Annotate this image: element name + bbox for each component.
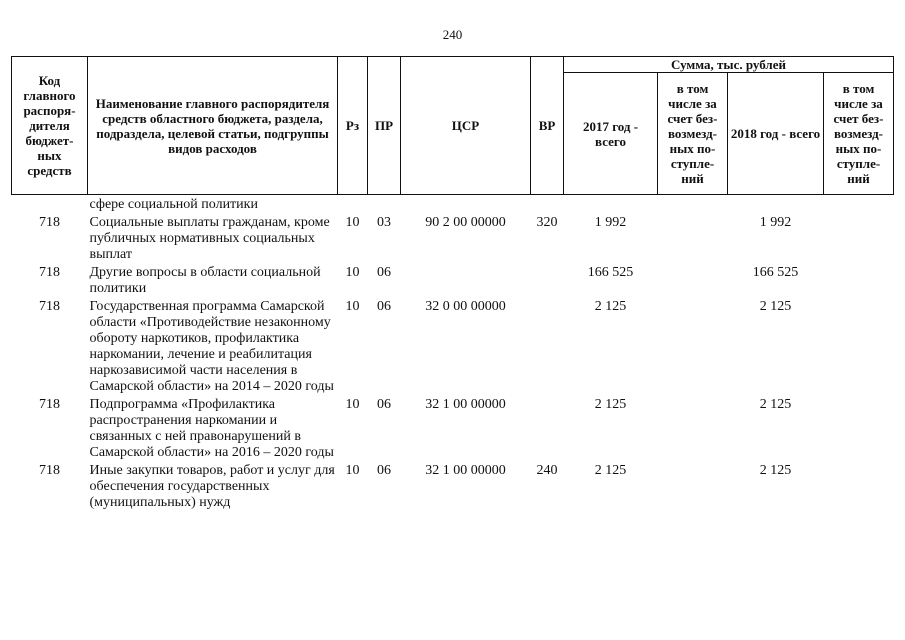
header-rz: Рз bbox=[338, 57, 368, 195]
cell-csr: 32 1 00 00000 bbox=[425, 397, 506, 412]
cell-vr bbox=[531, 395, 564, 461]
cell-sum-2018-incl bbox=[824, 213, 894, 263]
cell-sum-2017: 2 125 bbox=[594, 463, 627, 478]
cell-csr bbox=[401, 195, 531, 214]
cell-sum-2017-incl bbox=[658, 213, 728, 263]
cell-sum-2018: 1 992 bbox=[759, 215, 792, 230]
cell-sum-2018-incl bbox=[824, 461, 894, 511]
cell-vr: 240 bbox=[536, 463, 558, 478]
cell-sum-2017-incl bbox=[658, 263, 728, 297]
cell-sum-2017-incl bbox=[658, 461, 728, 511]
table-row bbox=[12, 297, 894, 395]
cell-sum-2017-incl bbox=[658, 395, 728, 461]
cell-code: 718 bbox=[39, 215, 60, 230]
table-row bbox=[12, 213, 894, 263]
cell-sum-2018: 2 125 bbox=[759, 397, 792, 412]
cell-name: Подпрограмма «Профилактика распространения наркомании и связанных с ней правонарушений в Самарской области» на 2016 – 2020 годы bbox=[89, 397, 334, 460]
cell-sum-2017-incl bbox=[658, 297, 728, 395]
cell-sum-2017: 2 125 bbox=[594, 299, 627, 314]
cell-pr: 06 bbox=[377, 397, 391, 412]
header-2018-total: 2018 год - всего bbox=[728, 73, 824, 195]
table-header bbox=[12, 57, 894, 195]
cell-sum-2017: 166 525 bbox=[587, 265, 634, 280]
cell-code: 718 bbox=[39, 265, 60, 280]
cell-rz bbox=[338, 195, 368, 214]
cell-code: 718 bbox=[39, 397, 60, 412]
table-row bbox=[12, 263, 894, 297]
cell-pr: 03 bbox=[377, 215, 391, 230]
cell-sum-2017: 1 992 bbox=[594, 215, 627, 230]
cell-vr: 320 bbox=[536, 215, 558, 230]
cell-sum-2017: 2 125 bbox=[594, 397, 627, 412]
budget-table bbox=[11, 56, 894, 511]
cell-sum-2018-incl bbox=[824, 263, 894, 297]
cell-sum-2018 bbox=[728, 195, 824, 214]
header-pr: ПР bbox=[368, 57, 401, 195]
table-row bbox=[12, 461, 894, 511]
header-csr: ЦСР bbox=[401, 57, 531, 195]
cell-csr: 32 1 00 00000 bbox=[425, 463, 506, 478]
table-row bbox=[12, 395, 894, 461]
cell-sum-2017 bbox=[564, 195, 658, 214]
table-row bbox=[12, 195, 894, 214]
header-name: Наименование главного распорядителя средств областного бюджета, раздела, подраздела, целевой статьи, подгруппы видов расходов bbox=[88, 57, 338, 195]
cell-sum-2018: 2 125 bbox=[759, 463, 792, 478]
cell-pr: 06 bbox=[377, 299, 391, 314]
cell-rz: 10 bbox=[345, 299, 360, 314]
cell-name: Социальные выплаты гражданам, кроме публичных нормативных социальных выплат bbox=[89, 215, 330, 262]
cell-code: 718 bbox=[39, 463, 60, 478]
cell-sum-2018: 2 125 bbox=[759, 299, 792, 314]
cell-rz: 10 bbox=[345, 265, 360, 280]
header-2018-incl: в том числе за счет без-возмезд-ных по-ступле-ний bbox=[824, 73, 894, 195]
header-vr: ВР bbox=[531, 57, 564, 195]
cell-sum-2017-incl bbox=[658, 195, 728, 214]
cell-vr bbox=[531, 297, 564, 395]
cell-csr: 32 0 00 00000 bbox=[425, 299, 506, 314]
cell-pr bbox=[368, 195, 401, 214]
cell-name: Государственная программа Самарской области «Противодействие незаконному обороту наркотиков, профилактика наркомании, лечение и реабилитация наркозависимой части населения в Самарской области» на 2014 – 2020 годы bbox=[89, 299, 334, 394]
cell-name: Другие вопросы в области социальной политики bbox=[89, 265, 321, 296]
cell-code: 718 bbox=[39, 299, 60, 314]
header-2017-incl: в том числе за счет без-возмезд-ных по-ступле-ний bbox=[658, 73, 728, 195]
header-sum-group: Сумма, тыс. рублей bbox=[564, 57, 894, 73]
table-body bbox=[12, 195, 894, 512]
cell-rz: 10 bbox=[345, 397, 360, 412]
cell-sum-2018-incl bbox=[824, 297, 894, 395]
header-code: Код главного распоря-дителя бюджет-ных средств bbox=[12, 57, 88, 195]
cell-sum-2018-incl bbox=[824, 195, 894, 214]
cell-rz: 10 bbox=[345, 215, 360, 230]
cell-code bbox=[12, 195, 88, 214]
cell-pr: 06 bbox=[377, 265, 391, 280]
cell-sum-2018: 166 525 bbox=[752, 265, 799, 280]
cell-csr bbox=[401, 263, 531, 297]
cell-name: сфере социальной политики bbox=[89, 197, 258, 212]
cell-csr: 90 2 00 00000 bbox=[425, 215, 506, 230]
cell-vr bbox=[531, 195, 564, 214]
cell-rz: 10 bbox=[345, 463, 360, 478]
page-number: 240 bbox=[442, 27, 463, 42]
cell-name: Иные закупки товаров, работ и услуг для обеспечения государственных (муниципальных) нужд bbox=[89, 463, 335, 510]
cell-sum-2018-incl bbox=[824, 395, 894, 461]
cell-vr bbox=[531, 263, 564, 297]
cell-pr: 06 bbox=[377, 463, 391, 478]
header-2017-total: 2017 год - всего bbox=[564, 73, 658, 195]
